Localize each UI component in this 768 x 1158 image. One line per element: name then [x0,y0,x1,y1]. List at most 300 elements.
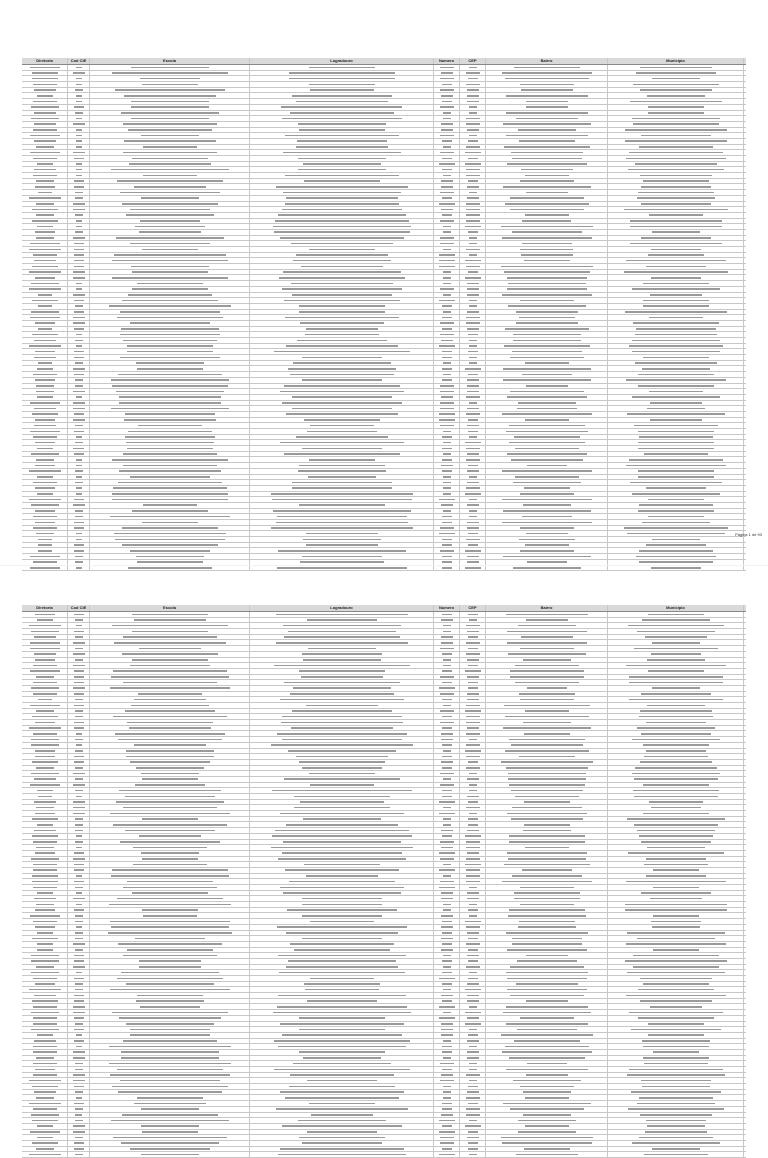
table-cell [250,520,434,525]
illegible-text [468,231,478,233]
table-cell [434,344,460,349]
illegible-text [630,101,723,103]
illegible-text [290,112,394,114]
table-cell [486,953,608,958]
column-header: Bairro [486,605,608,611]
table-cell [608,520,744,525]
table-cell [486,743,608,748]
table-cell [250,378,434,383]
table-cell [90,247,250,252]
table-cell [608,554,744,559]
table-cell [90,811,250,816]
table-cell [608,993,744,998]
illegible-text [310,921,374,923]
table-cell [22,1095,68,1100]
illegible-text [469,510,476,512]
table-cell [22,658,68,663]
illegible-text [518,1131,576,1133]
illegible-text [73,322,85,324]
table-cell [434,406,460,411]
table-cell [460,834,486,839]
illegible-text [282,402,402,404]
table-cell [250,822,434,827]
table-cell [90,840,250,845]
illegible-text [439,266,455,268]
illegible-text [35,1069,55,1071]
table-cell [68,896,90,901]
table-cell [90,976,250,981]
illegible-text [466,322,479,324]
table-cell [68,999,90,1004]
table-cell [250,1113,434,1118]
illegible-text [643,305,709,307]
illegible-text [38,544,53,546]
illegible-text [115,89,224,91]
illegible-text [75,516,83,518]
table-cell [460,321,486,326]
illegible-text [296,146,388,148]
table-cell [68,800,90,805]
illegible-text [439,1017,455,1019]
table-cell [434,840,460,845]
illegible-text [522,220,571,222]
table-cell [250,429,434,434]
illegible-text [625,129,727,131]
table-cell [250,111,434,116]
table-cell [608,184,744,189]
illegible-text [37,1137,54,1139]
table-cell [608,446,744,451]
illegible-text [466,733,479,735]
table-cell [434,731,460,736]
table-cell [608,503,744,508]
table-cell [250,258,434,263]
illegible-text [512,807,582,809]
illegible-text [515,476,580,478]
table-cell [608,623,744,628]
table-cell [22,1056,68,1061]
illegible-text [76,904,82,906]
illegible-text [73,813,85,815]
table-cell [90,857,250,862]
table-cell [486,840,608,845]
table-cell [22,959,68,964]
illegible-text [302,904,381,906]
table-cell [250,548,434,553]
illegible-text [509,909,585,911]
illegible-text [469,739,476,741]
illegible-text [642,522,710,524]
illegible-text [34,995,57,997]
illegible-text [272,499,411,501]
illegible-text [505,750,589,752]
table-cell [434,366,460,371]
table-cell [434,378,460,383]
illegible-text [74,682,85,684]
table-cell [22,202,68,207]
illegible-text [122,203,217,205]
illegible-text [524,487,571,489]
illegible-text [141,135,199,137]
table-cell [434,1067,460,1072]
table-cell [90,1027,250,1032]
illegible-text [629,345,722,347]
illegible-text [76,146,82,148]
illegible-text [35,186,56,188]
illegible-text [625,960,726,962]
illegible-text [37,943,53,945]
table-cell [486,236,608,241]
illegible-text [469,362,478,364]
illegible-text [34,1091,56,1093]
table-cell [22,76,68,81]
table-cell [22,167,68,172]
table-cell [434,908,460,913]
illegible-text [75,648,82,650]
illegible-text [140,220,199,222]
illegible-text [118,482,223,484]
illegible-text [639,550,712,552]
illegible-text [443,1097,452,1099]
illegible-text [75,1063,83,1065]
table-cell [90,948,250,953]
illegible-text [442,744,453,746]
column-header: Cod CIE [68,605,90,611]
table-cell [22,783,68,788]
table-cell [434,868,460,873]
table-cell [460,412,486,417]
column-header: Municipio [608,605,744,611]
table-cell [434,537,460,542]
table-cell [250,669,434,674]
table-cell [486,82,608,87]
illegible-text [508,773,587,775]
table-cell [608,253,744,258]
illegible-text [110,813,230,815]
table-cell [250,874,434,879]
table-cell [90,908,250,913]
illegible-text [138,693,203,695]
illegible-text [641,1080,711,1082]
illegible-text [31,1029,59,1031]
table-cell [460,845,486,850]
table-cell [22,635,68,640]
illegible-text [75,1114,82,1116]
illegible-text [35,659,55,661]
illegible-text [651,249,702,251]
illegible-text [32,334,59,336]
table-cell [250,936,434,941]
table-cell [90,1124,250,1129]
illegible-text [296,101,389,103]
table-cell [460,196,486,201]
table-cell [608,703,744,708]
table-cell [434,179,460,184]
illegible-text [638,1017,715,1019]
illegible-text [31,1114,59,1116]
illegible-text [513,334,581,336]
illegible-text [271,527,413,529]
table-cell [460,349,486,354]
illegible-text [441,938,454,940]
table-cell [22,771,68,776]
illegible-text [109,1063,231,1065]
table-cell [608,1027,744,1032]
table-cell [90,1141,250,1146]
table-cell [90,680,250,685]
illegible-text [34,260,56,262]
table-cell [434,965,460,970]
illegible-text [75,830,84,832]
table-cell [434,298,460,303]
illegible-text [299,1137,384,1139]
illegible-text [439,419,454,421]
table-cell [68,207,90,212]
table-cell [608,440,744,445]
table-cell [68,139,90,144]
table-cell [608,948,744,953]
table-cell [250,463,434,468]
table-cell [460,264,486,269]
illegible-text [36,146,53,148]
table-cell [22,1061,68,1066]
illegible-text [627,1074,724,1076]
illegible-text [118,943,221,945]
illegible-text [74,522,85,524]
illegible-text [76,625,82,627]
table-cell [486,931,608,936]
illegible-text [468,1086,479,1088]
illegible-text [290,693,394,695]
table-cell [68,783,90,788]
illegible-text [520,887,575,889]
table-cell [460,959,486,964]
illegible-text [514,436,579,438]
illegible-text [467,659,479,661]
table-cell [22,811,68,816]
illegible-text [279,972,405,974]
table-cell [22,851,68,856]
illegible-text [302,556,383,558]
table-cell [250,1039,434,1044]
table-cell [250,344,434,349]
illegible-text [442,921,452,923]
illegible-text [523,1114,571,1116]
illegible-text [35,351,56,353]
illegible-text [646,858,706,860]
table-cell [22,925,68,930]
table-cell [250,1147,434,1152]
table-cell [22,435,68,440]
table-cell [486,1101,608,1106]
table-cell [22,526,68,531]
table-cell [460,1118,486,1123]
illegible-text [441,465,454,467]
illegible-text [510,391,585,393]
illegible-text [76,493,83,495]
table-cell [486,304,608,309]
illegible-text [36,203,54,205]
illegible-text [73,1006,85,1008]
illegible-text [466,841,479,843]
illegible-text [34,169,57,171]
table-cell [68,378,90,383]
table-cell [250,253,434,258]
illegible-text [439,887,455,889]
table-cell [608,794,744,799]
illegible-text [439,813,454,815]
illegible-text [514,1040,581,1042]
table-cell [486,338,608,343]
table-cell [486,959,608,964]
illegible-text [122,300,219,302]
illegible-text [440,334,455,336]
illegible-text [33,374,58,376]
table-cell [90,953,250,958]
table-cell [22,788,68,793]
illegible-text [442,614,453,616]
table-cell [608,531,744,536]
illegible-text [75,1154,82,1156]
illegible-text [302,1142,382,1144]
table-cell [608,692,744,697]
illegible-text [111,926,229,928]
illegible-text [507,642,586,644]
table-cell [22,862,68,867]
illegible-text [443,1086,450,1088]
illegible-text [643,813,709,815]
table-cell [22,139,68,144]
illegible-text [302,357,382,359]
table-cell [250,1130,434,1135]
illegible-text [130,665,210,667]
table-cell [250,800,434,805]
illegible-text [441,642,453,644]
table-cell [486,440,608,445]
table-cell [460,241,486,246]
illegible-text [75,385,83,387]
illegible-text [515,665,579,667]
illegible-text [74,761,83,763]
table-cell [250,788,434,793]
illegible-text [110,1074,230,1076]
table-cell [90,743,250,748]
table-cell [250,1101,434,1106]
table-cell [608,931,744,936]
table-cell [250,531,434,536]
table-cell [608,720,744,725]
table-cell [68,686,90,691]
illegible-text [76,733,83,735]
illegible-text [637,830,715,832]
table-cell [460,720,486,725]
illegible-text [468,1103,477,1105]
table-cell [68,982,90,987]
table-cell [250,663,434,668]
illegible-text [439,345,455,347]
table-cell [460,777,486,782]
illegible-text [624,527,727,529]
table-cell [608,264,744,269]
table-cell [250,754,434,759]
illegible-text [278,1154,406,1156]
column-header: Escola [90,605,250,611]
table-cell [22,207,68,212]
table-cell [608,173,744,178]
illegible-text [29,288,61,290]
table-cell [608,247,744,252]
illegible-text [467,676,479,678]
illegible-text [442,1000,453,1002]
table-cell [250,1033,434,1038]
illegible-text [512,231,583,233]
illegible-text [113,670,227,672]
table-cell [250,389,434,394]
illegible-text [652,687,700,689]
illegible-text [120,334,220,336]
table-cell [250,480,434,485]
illegible-text [76,163,82,165]
illegible-text [439,1154,455,1156]
column-header: Bairro [486,58,608,64]
illegible-text [283,841,401,843]
table-cell [68,423,90,428]
table-cell [608,885,744,890]
illegible-text [284,682,400,684]
illegible-text [73,1080,85,1082]
illegible-text [641,237,710,239]
illegible-text [637,727,716,729]
table-cell [68,749,90,754]
table-cell [486,1084,608,1089]
table-cell [486,315,608,320]
illegible-text [642,368,710,370]
table-cell [68,429,90,434]
illegible-text [634,824,718,826]
table-cell [608,116,744,121]
table-cell [460,885,486,890]
table-cell [68,321,90,326]
table-cell [90,452,250,457]
illegible-text [125,710,214,712]
table-cell [434,1095,460,1100]
illegible-text [75,938,82,940]
table-cell [460,560,486,565]
illegible-text [132,510,208,512]
table-cell [90,629,250,634]
illegible-text [441,72,454,74]
illegible-text [34,340,55,342]
table-cell [486,122,608,127]
illegible-text [73,391,85,393]
illegible-text [644,864,709,866]
table-cell [486,697,608,702]
illegible-text [520,300,573,302]
table-cell [434,942,460,947]
column-header: Diretoria [22,58,68,64]
illegible-text [73,294,85,296]
table-cell [434,612,460,617]
table-cell [608,959,744,964]
table-cell [460,503,486,508]
illegible-text [76,436,83,438]
illegible-text [294,807,391,809]
illegible-text [136,1000,204,1002]
table-cell [90,1016,250,1021]
table-cell [434,1016,460,1021]
illegible-text [31,955,58,957]
illegible-text [74,431,84,433]
